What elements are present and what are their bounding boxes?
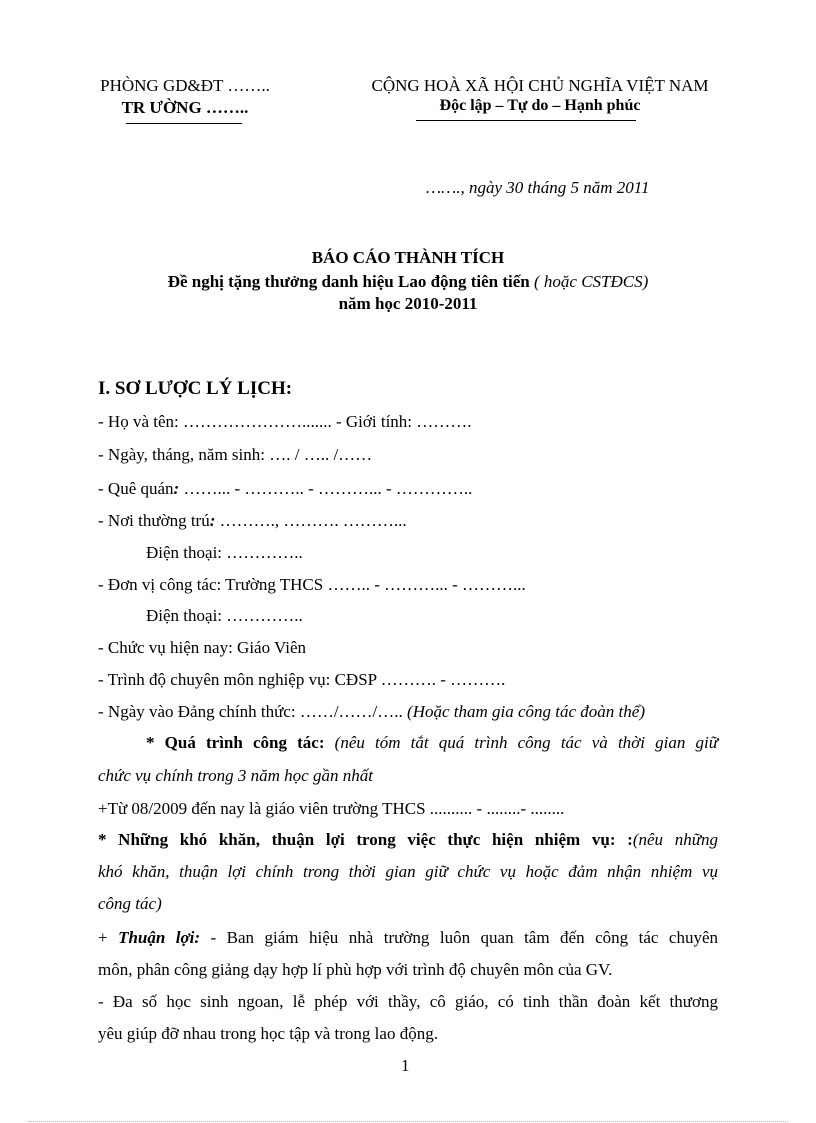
national-motto: Độc lập – Tự do – Hạnh phúc <box>439 97 641 114</box>
work-heading-note-cont: chức vụ chính trong 3 năm học gần nhất <box>98 766 373 785</box>
residence-value: ………., ………. ………... <box>215 511 407 530</box>
advantages-line-2: môn, phân công giảng dạy hợp lí phù hợp với trình độ chuyên môn của GV. <box>98 960 613 979</box>
difficulty-label: * Những khó khăn, thuận lợi trong việc thực hiện nhiệm vụ: : <box>98 830 633 849</box>
nation-name: CỘNG HOÀ XÃ HỘI CHỦ NGHĨA VIỆT NAM <box>371 76 709 95</box>
dob-line: - Ngày, tháng, năm sinh: …. / ….. /…… <box>98 445 373 464</box>
workplace-line: - Đơn vị công tác: Trường THCS …….. - ………... - ………... <box>98 575 526 594</box>
page-number: 1 <box>401 1056 410 1075</box>
school-name: TR ƯỜNG …….. <box>121 98 249 117</box>
hometown-colon: : <box>173 479 180 498</box>
report-subtitle <box>0 272 816 292</box>
department-name: PHÒNG GD&ĐT …….. <box>100 76 270 95</box>
hometown-line <box>98 479 472 499</box>
subtitle-main: Đề nghị tặng thưởng danh hiệu Lao động tiên tiến <box>167 272 530 291</box>
students-line-1: - Đa số học sinh ngoan, lễ phép với thầy, cô giáo, có tinh thần đoàn kết thương <box>98 992 718 1011</box>
advantages-label: Thuận lợi: <box>118 928 201 947</box>
difficulty-note-end: công tác) <box>98 894 162 913</box>
work-history-heading <box>98 733 718 753</box>
students-line-2: yêu giúp đỡ nhau trong học tập và trong lao động. <box>98 1024 438 1043</box>
subtitle-note: ( hoặc CSTĐCS) <box>529 272 649 291</box>
residence-colon: : <box>209 511 216 530</box>
position-line: - Chức vụ hiện nay: Giáo Viên <box>98 638 307 657</box>
residence-label: - Nơi thường trú <box>98 511 210 530</box>
work-history-item: +Từ 08/2009 đến nay là giáo viên trường THCS .......... - ........- ........ <box>98 799 565 818</box>
hometown-value: ……... - ……….. - ………... - ………….. <box>179 479 473 498</box>
name-line: - Họ và tên: …………………....... - Giới tính: ………. <box>98 412 472 431</box>
advantages-line-1 <box>98 928 718 948</box>
motto-underline <box>416 120 636 121</box>
advantages-text: - Ban giám hiệu nhà trường luôn quan tâm đến công tác chuyên <box>200 928 718 947</box>
phone-line-1: Điện thoại: ………….. <box>146 543 303 562</box>
qualification-line: - Trình độ chuyên môn nghiệp vụ: CĐSP ………. - ………. <box>98 670 506 689</box>
advantages-prefix: + <box>98 928 119 947</box>
residence-line <box>98 511 407 531</box>
work-heading-note: (nêu tóm tắt quá trình công tác và thời gian giữ <box>324 733 718 752</box>
hometown-label: - Quê quán <box>98 479 174 498</box>
section-heading: I. SƠ LƯỢC LÝ LỊCH: <box>98 378 293 399</box>
date-line: ……., ngày 30 tháng 5 năm 2011 <box>426 178 650 197</box>
party-line <box>98 702 645 722</box>
phone-line-2: Điện thoại: ………….. <box>146 606 303 625</box>
work-heading-label: * Quá trình công tác: <box>146 733 325 752</box>
page-bottom-rule <box>28 1121 788 1122</box>
party-note: (Hoặc tham gia công tác đoàn thể) <box>407 702 645 721</box>
difficulty-note: (nêu những <box>632 830 718 849</box>
difficulty-note-cont: khó khăn, thuận lợi chính trong thời gian giữ chức vụ hoặc đảm nhận nhiệm vụ <box>98 862 718 881</box>
difficulty-heading <box>98 830 718 850</box>
school-year: năm học 2010-2011 <box>338 294 478 313</box>
report-title: BÁO CÁO THÀNH TÍCH <box>311 248 505 267</box>
school-underline <box>126 123 242 124</box>
party-date: - Ngày vào Đảng chính thức: ……/……/….. <box>98 702 408 721</box>
